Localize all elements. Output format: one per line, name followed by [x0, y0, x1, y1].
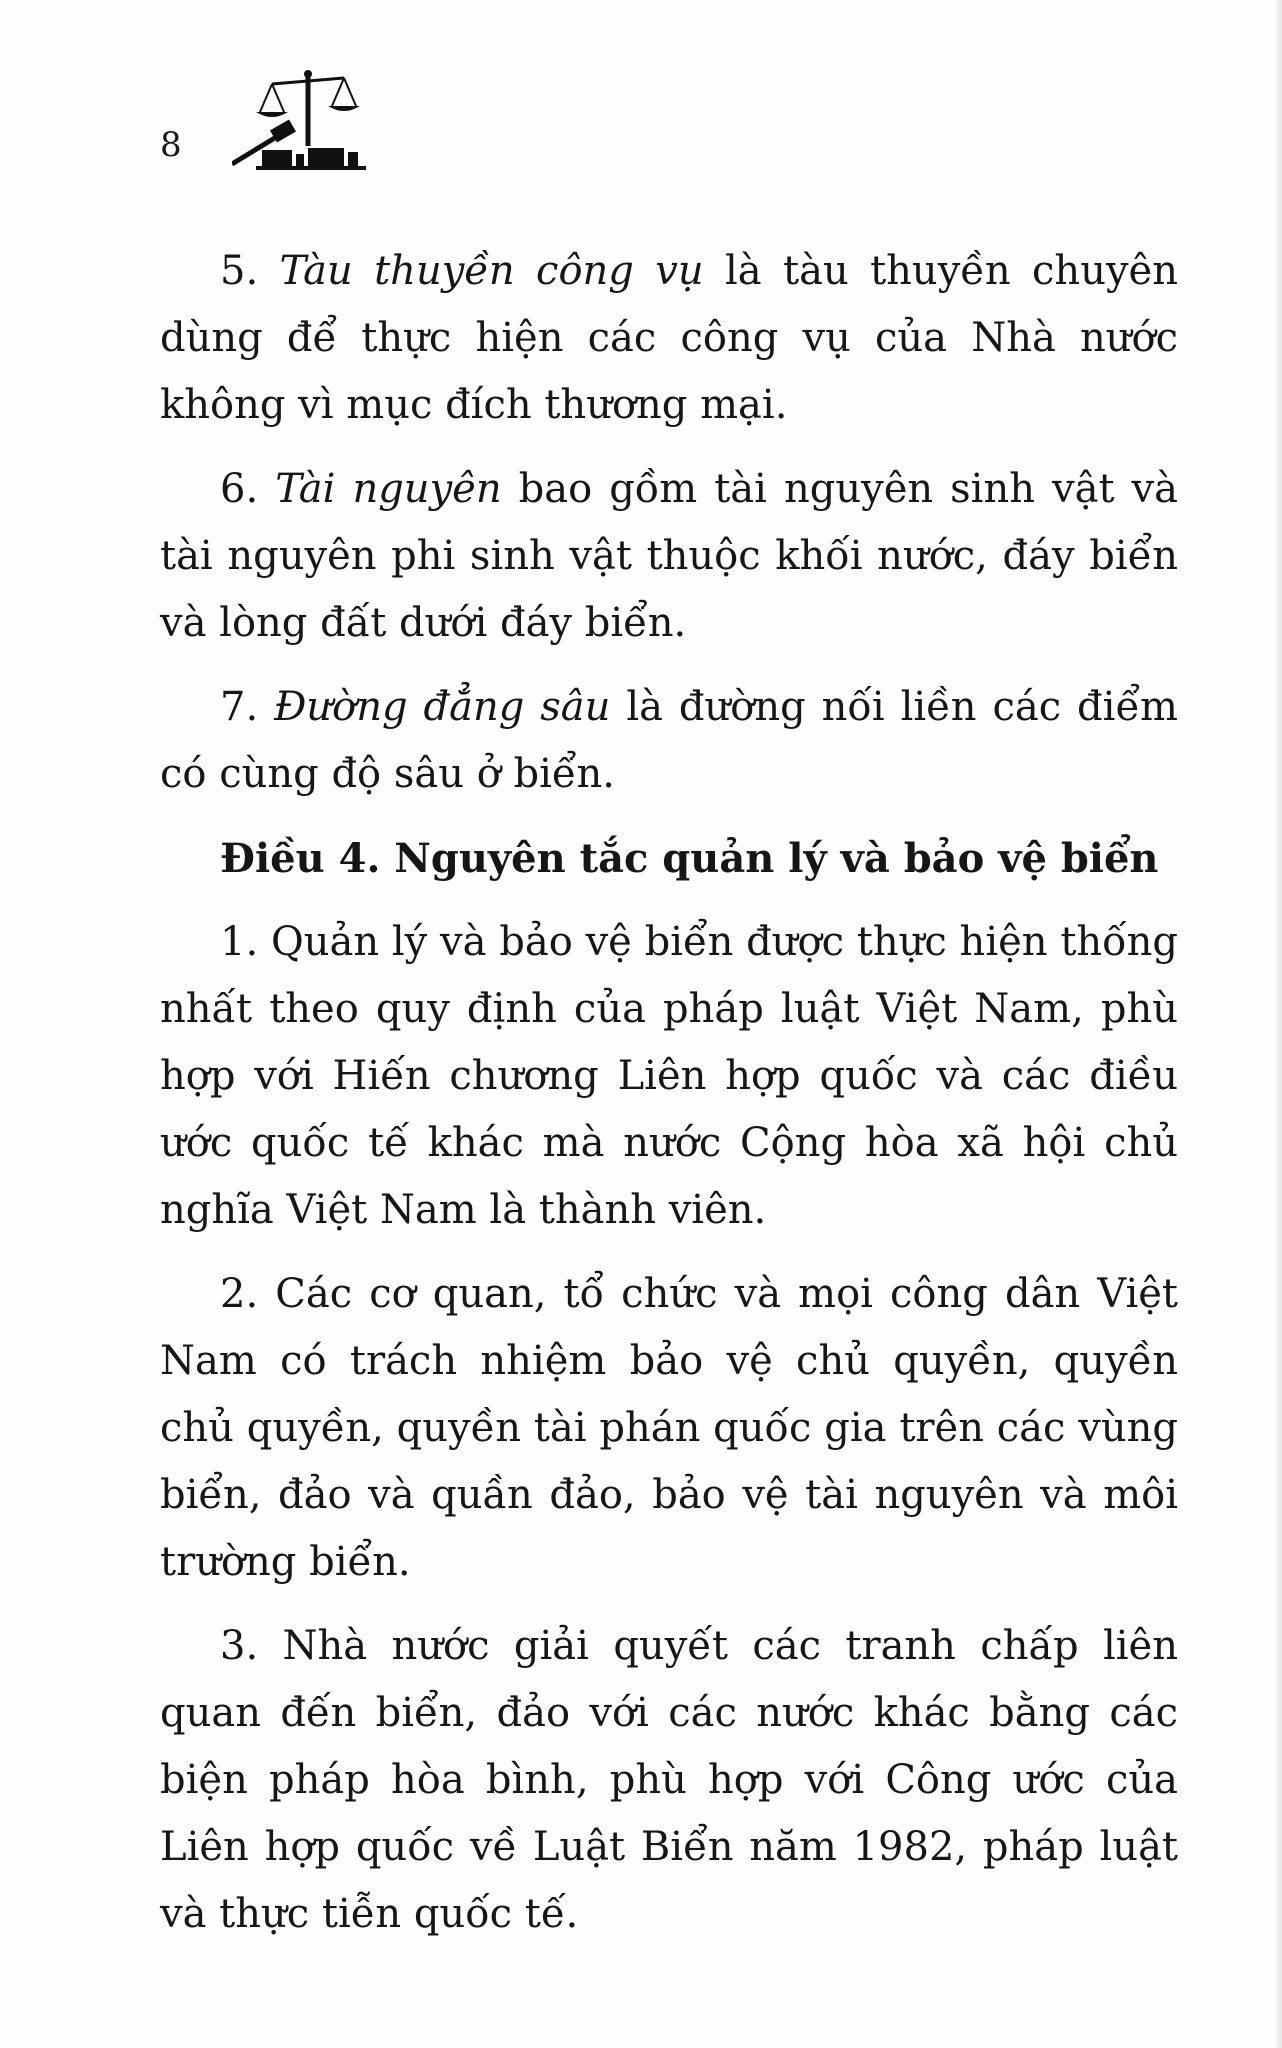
article-heading: Điều 4. Nguyên tắc quản lý và bảo vệ biển — [220, 835, 1159, 882]
article-clause-3: 3. Nhà nước giải quyết các tranh chấp liên quan đến biển, đảo với các nước khác bằng các biện pháp hòa bình, phù hợp với Công ước của Liên hợp quốc về Luật Biển năm 1982, pháp luật và thực tiễn quốc tế. — [160, 1623, 1178, 1937]
scales-and-gavel-icon — [232, 66, 402, 176]
definition-text: là đường nối liền các điểm có cùng độ sâu ở biển. — [160, 684, 1178, 797]
definition-5 — [160, 238, 1178, 439]
page-body — [160, 238, 1178, 1965]
page-edge — [1276, 0, 1282, 2048]
definition-6 — [160, 456, 1178, 657]
definition-term: Đường đẳng sâu — [274, 684, 611, 730]
definition-term: Tàu thuyền công vụ — [279, 248, 704, 294]
definition-term: Tài nguyên — [275, 466, 502, 512]
article-clause-2: 2. Các cơ quan, tổ chức và mọi công dân Việt Nam có trách nhiệm bảo vệ chủ quyền, quyền chủ quyền, quyền tài phán quốc gia trên các vùng biển, đảo và quần đảo, bảo vệ tài nguyên và môi trường biển. — [160, 1271, 1178, 1585]
page-number: 8 — [160, 125, 182, 165]
definition-text: là tàu thuyền chuyên dùng để thực hiện các công vụ của Nhà nước không vì mục đích thương mại. — [160, 248, 1178, 428]
definition-number: 7. — [220, 684, 275, 730]
definition-number: 6. — [220, 466, 276, 512]
article-clause-1: 1. Quản lý và bảo vệ biển được thực hiện thống nhất theo quy định của pháp luật Việt Nam, phù hợp với Hiến chương Liên hợp quốc và các điều ước quốc tế khác mà nước Cộng hòa xã hội chủ nghĩa Việt Nam là thành viên. — [160, 919, 1178, 1233]
definition-7 — [160, 674, 1178, 808]
definition-text: bao gồm tài nguyên sinh vật và tài nguyên phi sinh vật thuộc khối nước, đáy biển và lòng đất dưới đáy biển. — [160, 466, 1179, 646]
definition-number: 5. — [220, 248, 280, 294]
